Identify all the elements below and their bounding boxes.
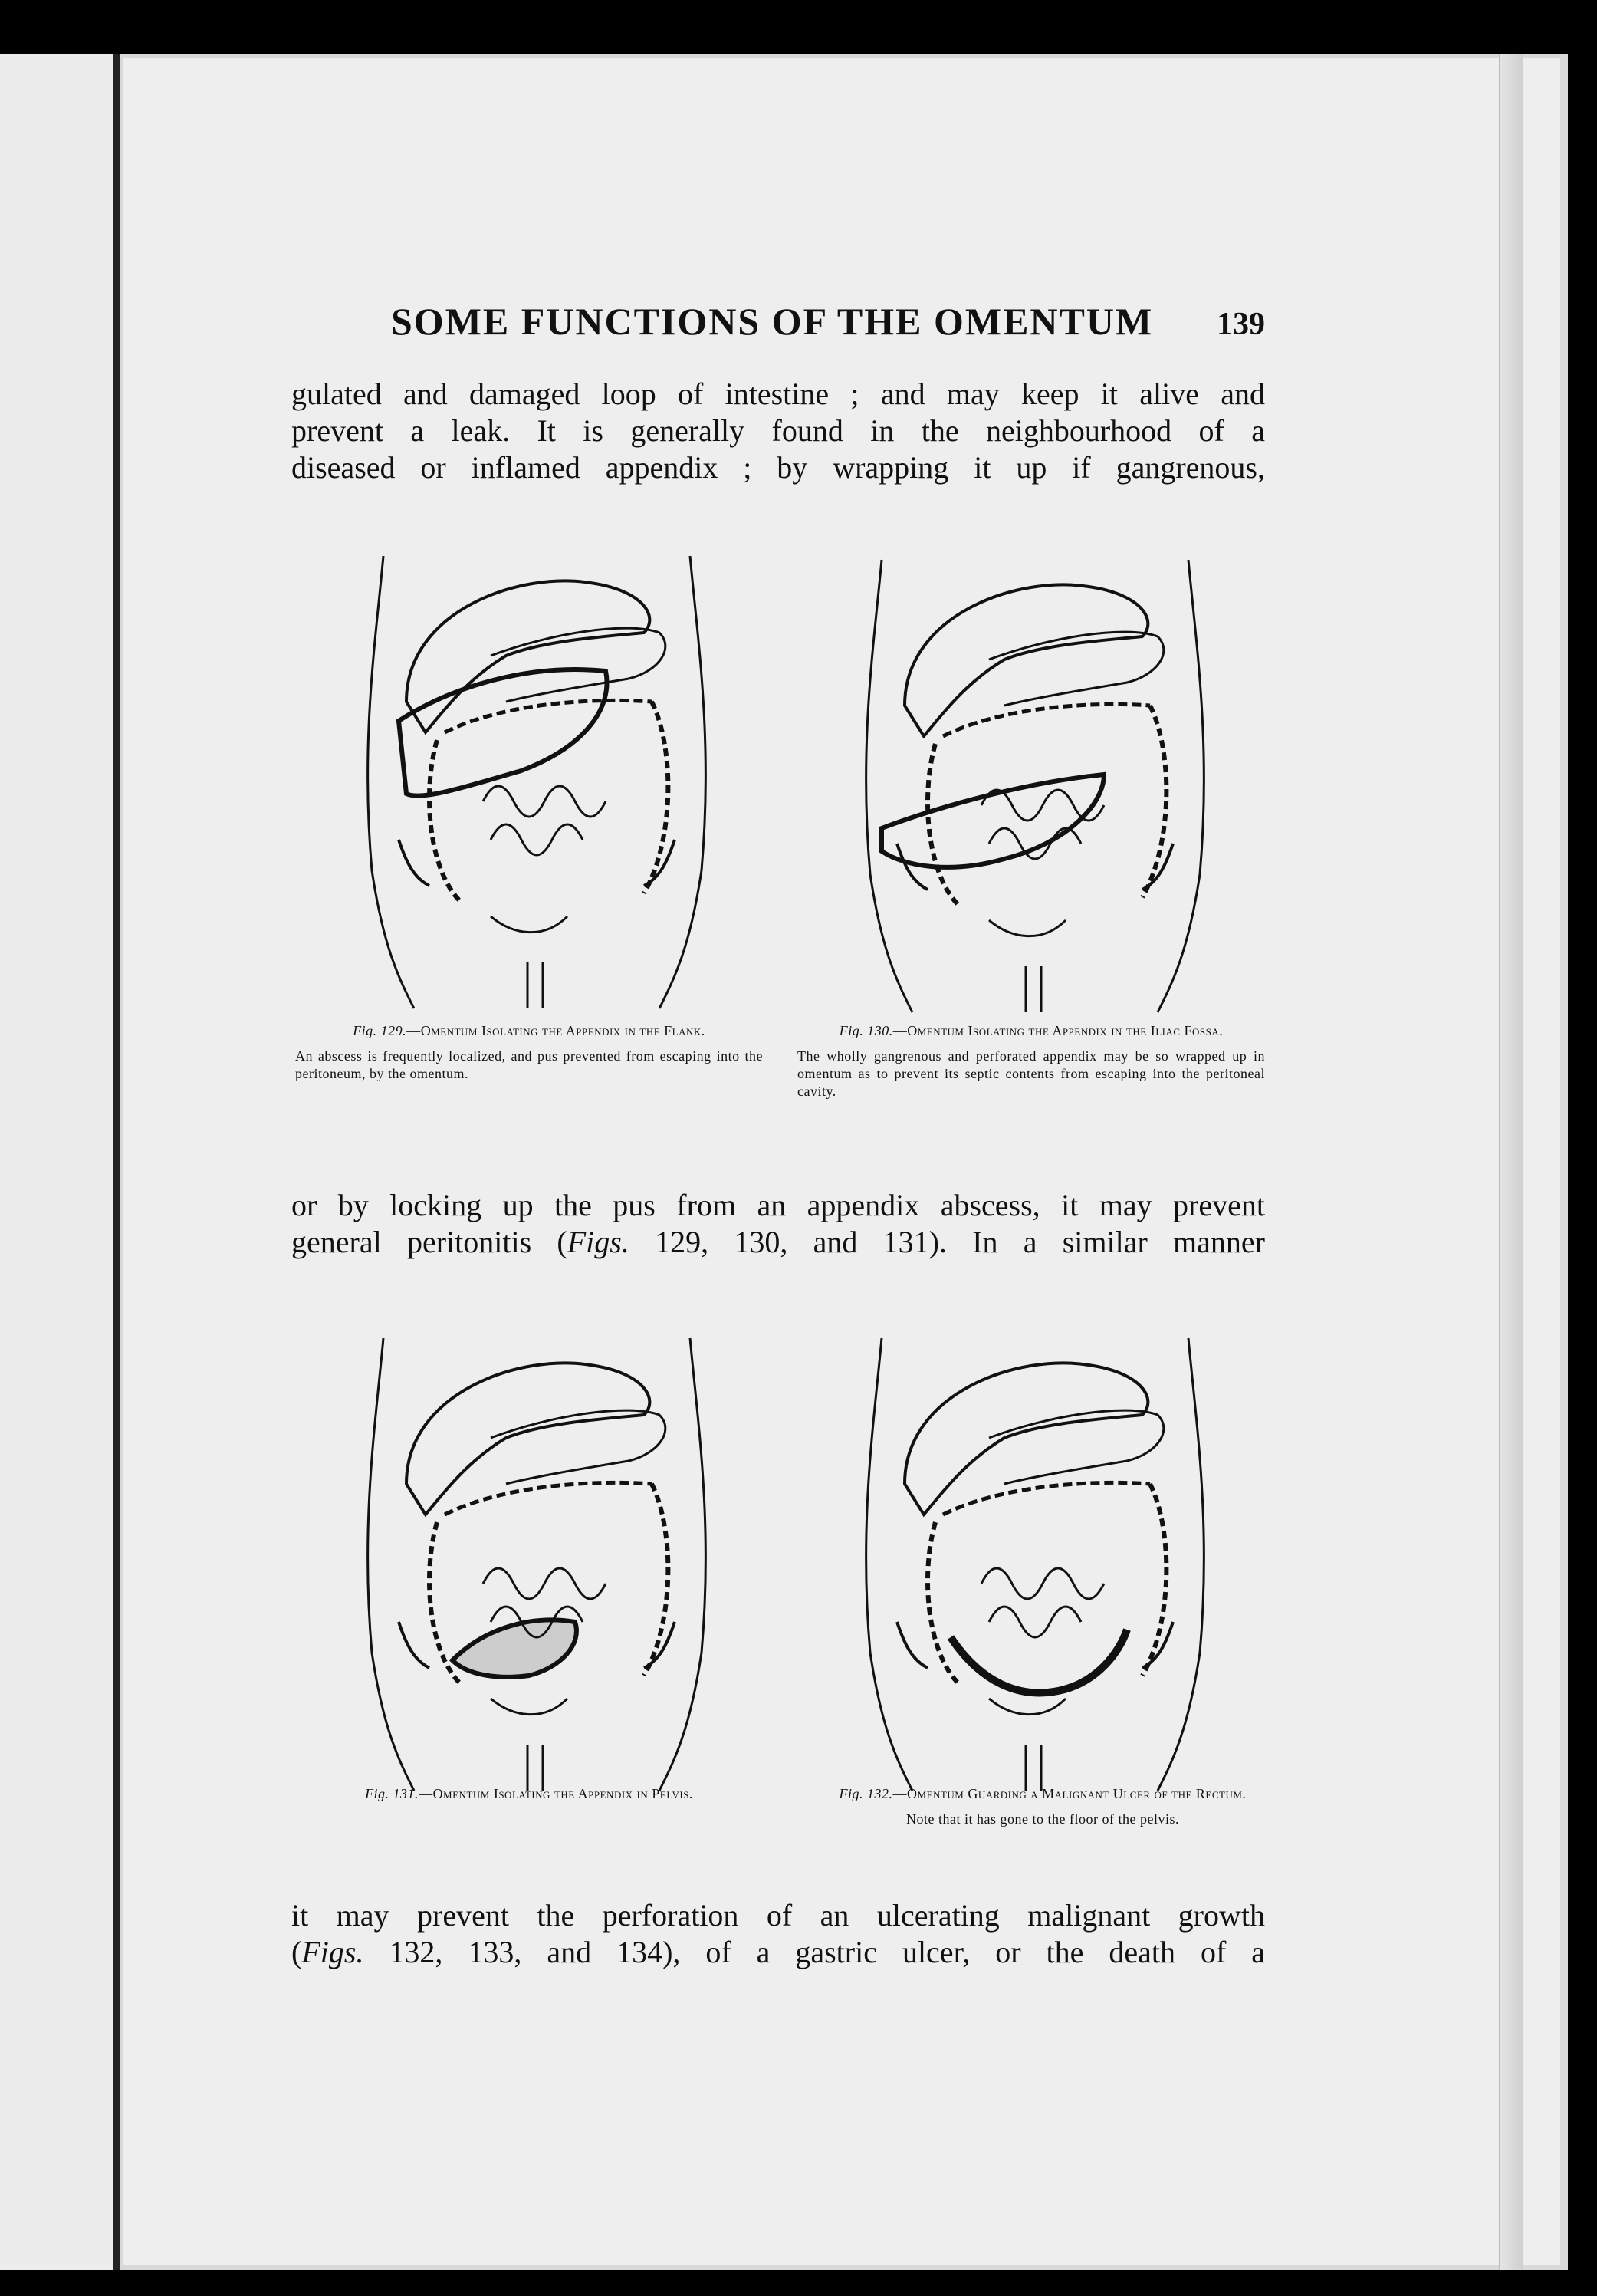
page-gutter-edge [1499, 54, 1523, 2270]
figure-132-illustration [851, 1331, 1311, 1798]
figure-131-caption [295, 1785, 763, 1811]
fig-label: Fig. 132. [839, 1786, 893, 1801]
paragraph-3 [291, 1897, 1265, 1971]
paragraph-2 [291, 1187, 1265, 1261]
figs-ref: Figs. [567, 1225, 629, 1259]
text-line: it may prevent the perforation of an ulcerating malignant growth [291, 1898, 1265, 1933]
fig-label: Fig. 129. [353, 1023, 407, 1038]
text-span: general peritonitis ( [291, 1225, 567, 1259]
paragraph-1 [291, 376, 1265, 486]
text-line: or by locking up the pus from an appendix abscess, it may prevent [291, 1188, 1265, 1222]
fig-body: The wholly gangrenous and perforated appendix may be so wrapped up in omentum as to prevent its septic contents from escaping into the peritoneal cavity. [797, 1048, 1265, 1099]
fig-label: Fig. 131. [365, 1786, 419, 1801]
figure-131-illustration [353, 1331, 813, 1798]
running-head-title: SOME FUNCTIONS OF THE OMENTUM [391, 300, 1154, 343]
facing-page-edge [0, 54, 120, 2270]
running-header [391, 299, 1265, 344]
figure-130-illustration [851, 552, 1311, 1020]
figure-129-caption [295, 1022, 763, 1083]
fig-title: —Omentum Isolating the Appendix in the Flank. [406, 1023, 705, 1038]
page-number: 139 [1217, 307, 1265, 342]
text-line [291, 1934, 1265, 1971]
text-span: ( [291, 1935, 302, 1969]
figure-129-illustration [353, 548, 813, 1016]
figure-130-caption [797, 1022, 1265, 1100]
fig-title: —Omentum Isolating the Appendix in the Iliac Fossa. [892, 1023, 1224, 1038]
text-span: 129, 130, and 131). In a similar manner [629, 1225, 1265, 1259]
text-line: gulated and damaged loop of intestine ; and may keep it alive and [291, 377, 1265, 411]
text-line: diseased or inflamed appendix ; by wrapping it up if gangrenous, [291, 450, 1265, 485]
figs-ref: Figs. [301, 1935, 364, 1969]
text-line: prevent a leak. It is generally found in the neighbourhood of a [291, 413, 1265, 448]
fig-body: An abscess is frequently localized, and pus prevented from escaping into the peritoneum, by the omentum. [295, 1048, 763, 1081]
fig-body: Note that it has gone to the floor of the pelvis. [906, 1811, 1179, 1827]
figure-132-caption [809, 1785, 1277, 1828]
fig-title: —Omentum Isolating the Appendix in Pelvis. [419, 1786, 693, 1801]
fig-label: Fig. 130. [839, 1023, 893, 1038]
fig-title: —Omentum Guarding a Malignant Ulcer of the Rectum. [892, 1786, 1247, 1801]
text-span: 132, 133, and 134), of a gastric ulcer, or the death of a [363, 1935, 1265, 1969]
text-line [291, 1224, 1265, 1261]
